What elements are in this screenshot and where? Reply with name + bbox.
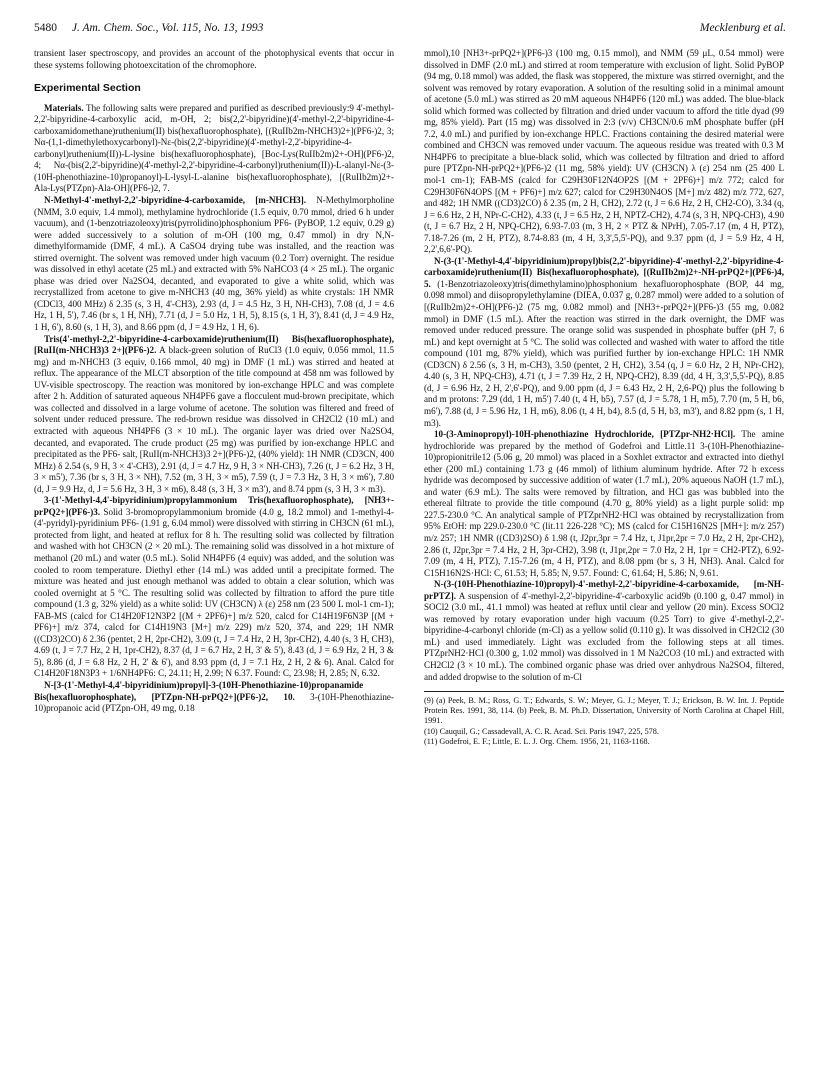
footnote-divider [424,691,784,692]
paragraph-body: The amine hydrochloride was prepared by the method of Godefroi and Little.11 3-(10H-Phenothiazine-10)propionitrile12 (5.06 g, 20 mmol) was placed in a Soxhlet extractor and extracted into diethyl ether (200 mL) containing 1.73 g (46 mmol) of lithium aluminum hydride. After 72 h excess hydride was decomposed by successive addition of water (1.7 mL), 20% aqueous NaOH (1.7 mL), and water (6.9 mL). The salts were removed by filtration, and HCl gas was bubbled into the ethereal filtrate to provide the title compound (4.70 g, 80% yield) as a light purple solid: mp 227.5-230.0 °C. An analytical sample of PTZprNH2·HCl was obtained by recrystallization from 95% EtOH: mp 229.0-230.0 °C (lit.11 226-228 °C); MS (calcd for C15H16N2S [MH+]: m/z 257) m/z 257; 1H NMR ((CD3)2SO) δ 1.98 (t, J2pr,3pr = 7.4 Hz, t, J1pr,2pr = 7.0 Hz, 2 H, 2pr-CH2), 2.86 (t, J2pr,3pr = 7.4 Hz, 2 H, 3pr-CH2), 3.98 (t, J1pr,2pr = 7.0 Hz, 2 H, 1pr = CH2-PTZ), 6.92-7.09 (m, 4 H, PTZ), 7.15-7.26 (m, 4 H, PTZ), and 8.08 ppm (br s, 3 H, NH3). Anal. Calcd for C15H16N2S·HCl: C, 61.53; H, 5.85; N, 9.57. Found: C, 61.64; H, 5.86; N, 9.61. [424,429,785,578]
paragraph-ptzpn-prpq [34,680,394,715]
left-column [34,48,394,715]
paragraph-ru-pq-complex [424,256,784,429]
paragraph-body: A suspension of 4'-methyl-2,2'-bipyridine-4'-carboxylic acid9b (0.100 g, 0.47 mmol) in SOCl2 (3.0 mL, 41.1 mmol) was heated at reflux until clear and yellow (20 min). Excess SOCl2 was removed by rotary evaporation under high vacuum (0.25 Torr) to give 4'-methyl-2,2'-bipyridine-4-carbonyl chloride (m-Cl) as a yellow solid (0.110 g). It was dissolved in CH2Cl2 (30 mL) and used immediately. Light was excluded from the following steps at all times. PTZprNH2·HCl (0.300 g, 1.02 mmol) was dissolved in 1 M Na2CO3 (10 mL) and extracted with CH2Cl2 (3 × 10 mL). The combined organic phase was dried over anhydrous Na2SO4, filtered, and added dropwise to the solution of m-Cl [424,590,784,682]
paragraph-ptzpr-nh2 [424,429,784,579]
page-number: 5480 [34,22,57,34]
paragraph-prpq [34,495,394,680]
paragraph-materials [34,103,394,195]
paragraph-body: The following salts were prepared and purified as described previously:9 4'-methyl-2,2'-bipyridine-4-carboxylic acid, m-OH, 2; bis(2,2'-bipyridine)(4'-methyl-2,2'-bipyridine-4-carboxamidomethane)ruthenium(II) bis(hexafluorophosphate), [(RuIIb2m-NHCH3)2+](PF6-)2, 3; Nα-(1,1-dimethylethoxycarbonyl)-Nε-(bis(2,2'-bipyridine)(4'-methyl-2,2'-bipyridine-4-carbonyl)ruthenium(II))-L-lysine bis(hexafluorophosphate), [Boc-Lys(RuIIb2m)2+-OH](PF6-)2, 4; Nα-(bis(2,2'-bipyridine)(4'-methyl-2,2'-bipyridine-4-carbonyl)ruthenium(II))-L-alanyl-Nε-(3-(10H-phenothiazine-10)propanoyl)-L-lysyl-L-alanine bis(hexafluorophosphate), [(RuIIb2m)2+-Ala-Lys(PTZpn)-Ala-OH](PF6-)2, 7. [34,102,394,194]
intro-paragraph: transient laser spectroscopy, and provides an account of the photophysical events that occur in these systems following photoexcitation of the chromophore. [34,48,394,70]
paragraph-lead: N-Methyl-4'-methyl-2,2'-bipyridine-4-carboxamide, [m-NHCH3]. [44,195,306,206]
running-header [34,22,786,38]
paragraph-m-nhch3 [34,195,394,334]
right-column [424,48,784,747]
paragraph-lead: 10-(3-Aminopropyl)-10H-phenothiazine Hydrochloride, [PTZpr-NH2·HCl]. [434,429,736,440]
paragraph-continued: mmol),10 [NH3+-prPQ2+](PF6-)3 (100 mg, 0.15 mmol), and NMM (59 μL, 0.54 mmol) were dissolved in DMF (2.0 mL) and stirred at room temperature with exclusion of light. Solid PyBOP (94 mg, 0.18 mmol) was added, the flask was stoppered, the mixture was stirred overnight, and the solvent was removed by rotary evaporation. A solution of the resulting solid in a minimal amount of acetone (5.0 mL) was stirred as 20 mM aqueous NH4PF6 (120 mL) was added. The blue-black solid which formed was collected by filtration and dried under vacuum to afford the title dyad (99 mg, 85% yield). Part (15 mg) was dissolved in 2:3 (v/v) CH3CN/0.6 mM phosphate buffer (pH 7.2, 4.0 mL) and purified by ion-exchange HPLC. Fractions containing the desired material were combined and CH3CN was removed under vacuum. The aqueous residue was treated with 0.3 M NH4PF6 to precipitate a blue-black solid, which was collected by filtration and dried to afford pure [PTZpn-NH-prPQ2+](PF6-)2 (11 mg, 58% yield): UV (CH3CN) λ (ε) 254 nm (25 400 L mol-1 cm-1); FAB-MS (calcd for C29H30F12N4OP2S [(M + 2PF6)+] m/z 772; calcd for C29H30F6N4OPS [(M + PF6)+] m/z 627; calcd for C29H30N4OS [M+] m/z 482) m/z 772, 627, and 482; 1H NMR ((CD3)2CO) δ 2.35 (m, 2 H, CH2), 2.72 (t, J = 6.6 Hz, 2 H, CH2-CO), 3.34 (q, J = 6.6 Hz, 2 H, NPr-C-CH2), 4.33 (t, J = 6.5 Hz, 2 H, NPTZ-CH2), 4.74 (s, 3 H, NPQ-CH3), 4.90 (t, J = 6.7 Hz, 2 H, NPQ-CH2), 6.93-7.03 (m, 3 H, 2 × PTZ & NPrH), 7.05-7.17 (m, 4 H, PTZ), 7.18-7.26 (m, 2 H, PTZ), 8.74-8.83 (m, 4 H, 3,3',5,5'-PQ), and 9.37 ppm (d, J = 5.9 Hz, 4 H, 2,2',6,6'-PQ). [424,48,784,255]
footnote-10: (10) Cauquil, G.; Cassadevall, A. C. R. Acad. Sci. Paris 1947, 225, 578. [424,726,659,736]
paragraph-lead: 3-(1'-Methyl-4,4'-bipyridinium)propylammonium Tris(hexafluorophosphate), [NH3+-prPQ2+](PF6-)3. [34,495,394,517]
header-authors: Mecklenburg et al. [699,22,786,34]
paragraph-body: A black-green solution of RuCl3 (1.0 equiv, 0.056 mmol, 11.5 mg) and m-NHCH3 (3 equiv, 0.166 mmol, 40 mg) in DMF (1 mL) was stirred and heated at reflux. The appearance of the MLCT absorption of the title compound at 458 nm was followed by UV-visible spectroscopy. The reaction was monitored by ion-exchange HPLC and was complete after 2 h. Addition of saturated aqueous NH4PF6 gave a flocculent mud-brown precipitate, which was collected and dissolved in a large volume of acetone. The solution was filtered and freed of solvent under reduced pressure. The red-brown residue was dissolved in CH2Cl2 (10 mL) and extracted with aqueous NH4PF6 (3 × 10 mL). The organic layer was dried over Na2SO4, decanted, and evaporated. The crude product (25 mg) was purified by ion-exchange HPLC and precipitated as the PF6- salt, [RuII(m-NHCH3)3 2+](PF6-)2, (40% yield): 1H NMR (CD3CN, 400 MHz) δ 2.54 (s, 9 H, 3 × 4'-CH3), 2.91 (d, J = 4.7 Hz, 9 H, 3 × NH-CH3), 7.26 (t, J = 6.2 Hz, 3 H, 3 × m5'), 7.36 (br s, 3 H, 3 × NH), 7.52 (m, 3 H, 3 × m5), 7.59 (t, J = 7.3 Hz, 3 H, 3 × m6'), 7.80 (d, J = 9.9 Hz, d, J = 5.6 Hz, 3 H, 3 × m6), 8.48 (s, 3 H, 3 × m3'), and 8.74 ppm (s, 3 H, 3 × m3). [34,345,395,494]
paragraph-lead: N-(3-(1'-Methyl-4,4'-bipyridinium)propyl)bis(2,2'-bipyridine)-4'-methyl-2,2'-bipyridine-4-carboxamide)ruthenium(II) Bis(hexafluorophosphate), [(RuIIb2m)2+-NH-prPQ2+](PF6-)4, 5. [424,255,784,289]
paragraph-lead: N-[3-(1'-Methyl-4,4'-bipyridinium)propyl]-3-(10H-Phenothiazine-10)propanamide Bis(hexafluorophosphate), [PTZpn-NH-prPQ2+](PF6-)2, 10. [34,679,364,702]
paragraph-body: Solid 3-bromopropylammonium bromide (4.0 g, 18.2 mmol) and 1-methyl-4-(4'-pyridyl)-pyridinium PF6- (1.91 g, 6.04 mmol) were dissolved with stirring in CH3CN (61 mL), protected from light, and heated at reflux for 8 h. The resulting solid was collected by filtration and washed with hot CH3CN (2 × 20 mL). The remaining solid was dissolved in a hot mixture of methanol (20 mL) and water (0.5 mL). Solid NH4PF6 (4 equiv) was added, and the solution was cooled to room temperature. Diethyl ether (14 mL) was added until a precipitate formed. The mixture was heated and just enough methanol was added to obtain a clear solution, which was cooled overnight at 5 °C. The resulting solid was collected by filtration to afford the pure title compound (1.3 g, 32% yield) as a white solid: UV (CH3CN) λ (ε) 258 nm (23 500 L mol-1 cm-1); FAB-MS (calcd for C14H20F12N3P2 [(M + 2PF6)+] m/z 520, calcd for C14H19F6N3P [(M + PF6)+] m/z 374, calcd for C14H19N3 [M+] m/z 229) m/z 520, 374, and 229; 1H NMR ((CD3)2CO) δ 2.36 (pentet, 2 H, 2pr-CH2), 3.09 (t, J = 7.4 Hz, 2 H, 3pr-CH2), 4.40 (s, 3 H, CH3), 4.69 (t, J = 7.7 Hz, 2 H, 1pr-CH2), 8.37 (d, J = 6.7 Hz, 2 H, 3' & 5'), 8.43 (d, J = 6.9 Hz, 2 H, 3 & 5), 8.86 (d, J = 6.8 Hz, 2 H, 2' & 6'), and 8.93 ppm (d, J = 7.1 Hz, 2 H, 2 & 6). Anal. Calcd for C14H20F18N3P3 + 1/6NH4PF6: C, 24.11; H, 2.99; N 6.37. Found: C, 23.98; H, 2.85; N, 6.32. [34,506,395,679]
paragraph-m-nh-prptz [424,579,784,683]
section-title: Experimental Section [34,82,141,95]
paragraph-body: 3-(10H-Phenothiazine-10)propanoic acid (PTZpn-OH, 49 mg, 0.18 [34,691,394,714]
header-left [34,22,263,34]
paragraph-lead: Materials. [44,102,84,113]
paragraph-lead: N-(3-(10H-Phenothiazine-10)propyl)-4'-methyl-2,2'-bipyridine-4-carboxamide, [m-NH-prPTZ]. [424,579,784,601]
paragraph-lead: Tris(4'-methyl-2,2'-bipyridine-4-carboxamide)ruthenium(II) Bis(hexafluorophosphate), [RuII(m-NHCH3)3 2+](PF6-)2. [34,333,394,356]
paragraph-body: N-Methylmorpholine (NMM, 3.0 equiv, 1.4 mmol), methylamine hydrochloride (1.5 equiv, 0.70 mmol, dried 6 h under vacuum), and (1-benzotriazoleoxy)tris(pyrrolidino)phosphonium PF6- (PyBOP, 1.2 equiv, 0.29 g) were added successively to a solution of m-OH (100 mg, 0.47 mmol) in dry N,N-dimethylformamide (DMF, 4 mL). A CaSO4 drying tube was installed, and the reaction was stirred overnight. The solvent was removed under high vacuum (0.2 Torr) overnight. The residue was dissolved in ethyl acetate (25 mL) and extracted with 5% NaHCO3 (4 × 25 mL). The organic phase was dried over Na2SO4, decanted, and evaporated to give a white solid, which was recrystallized from acetone to give m-NHCH3 (40 mg, 36% yield) as white crystals: 1H NMR (CDCl3, 400 MHz) δ 2.35 (s, 3 H, 4'-CH3), 2.93 (d, J = 4.5 Hz, 3 H, NH-CH3), 7.08 (d, J = 4.6 Hz, 1 H, 5'), 7.46 (br s, 1 H, NH), 7.71 (d, J = 5.0 Hz, 1 H, 5), 8.15 (s, 1 H, 3'), 8.41 (d, J = 4.9 Hz, 1 H, 6'), 8.60 (s, 1 H, 3), and 8.66 ppm (d, J = 4.9 Hz, 1 H, 6). [34,195,394,333]
paragraph-body: (1-Benzotriazoleoxy)tris(dimethylamino)phosphonium hexafluorophosphate (BOP, 44 mg, 0.098 mmol) and diisopropylethylamine (DIEA, 0.037 g, 0.287 mmol) were added to a solution of [(RuIIb2m)2+-OH](PF6-)2 (75 mg, 0.082 mmol) and [NH3+-prPQ2+](PF6-)3 (55 mg, 0.082 mmol) in DMF (1.5 mL). After the reaction was stirred in the dark overnight, the DMF was removed under reduced pressure. The orange solid was suspended in phosphate buffer (pH 7, 6 mL) and kept overnight at 5 °C. The solid was collected and washed with water to afford the title compound (101 mg, 87% yield), which was purified further by ion-exchange HPLC: 1H NMR (CD3CN) δ 2.56 (s, 3 H, m-CH3), 3.50 (pentet, 2 H, CH2), 3.54 (q, J = 6.0 Hz, 2 H, NPr-CH2), 4.40 (s, 3 H, NPQ-CH3), 4.71 (t, J = 7.39 Hz, 2 H, NPQ-CH2), 8.39 (dd, 4 H, 3,3',5,5'-PQ), 8.85 (d, J = 6.96 Hz, 2 H, 2',6'-PQ), and 9.00 ppm (d, J = 6.43 Hz, 2 H, 2,6-PQ) plus the following b and m protons: 7.29 (dd, 1 H, m5') 7.40 (t, 4 H, b5), 7.57 (d, J = 5.78, 1 H, m5), 7.70 (m, 5 H, b6, m6'), 7.88 (d, J = 5.96 Hz, 1 H, m6), 8.06 (t, 4 H, b4), 8.5 (d, 5 H, b3, m3'), and 8.82 ppm (s, 1 H, m3). [424,278,784,428]
journal-citation: J. Am. Chem. Soc., Vol. 115, No. 13, 1993 [71,22,264,34]
footnotes [424,696,784,747]
footnote-9: (9) (a) Peek, B. M.; Ross, G. T.; Edwards, S. W.; Meyer, G. J.; Meyer, T. J.; Erickson, B. W. Int. J. Peptide Protein Res. 1991, 38, 114. (b) Peek, B. M. Ph.D. Dissertation, University of North Carolina at Chapel Hill, 1991. [424,696,784,726]
paragraph-tris-ru [34,334,394,496]
footnote-11: (11) Godefroi, E. F.; Little, E. L. J. Org. Chem. 1956, 21, 1163-1168. [424,736,650,746]
